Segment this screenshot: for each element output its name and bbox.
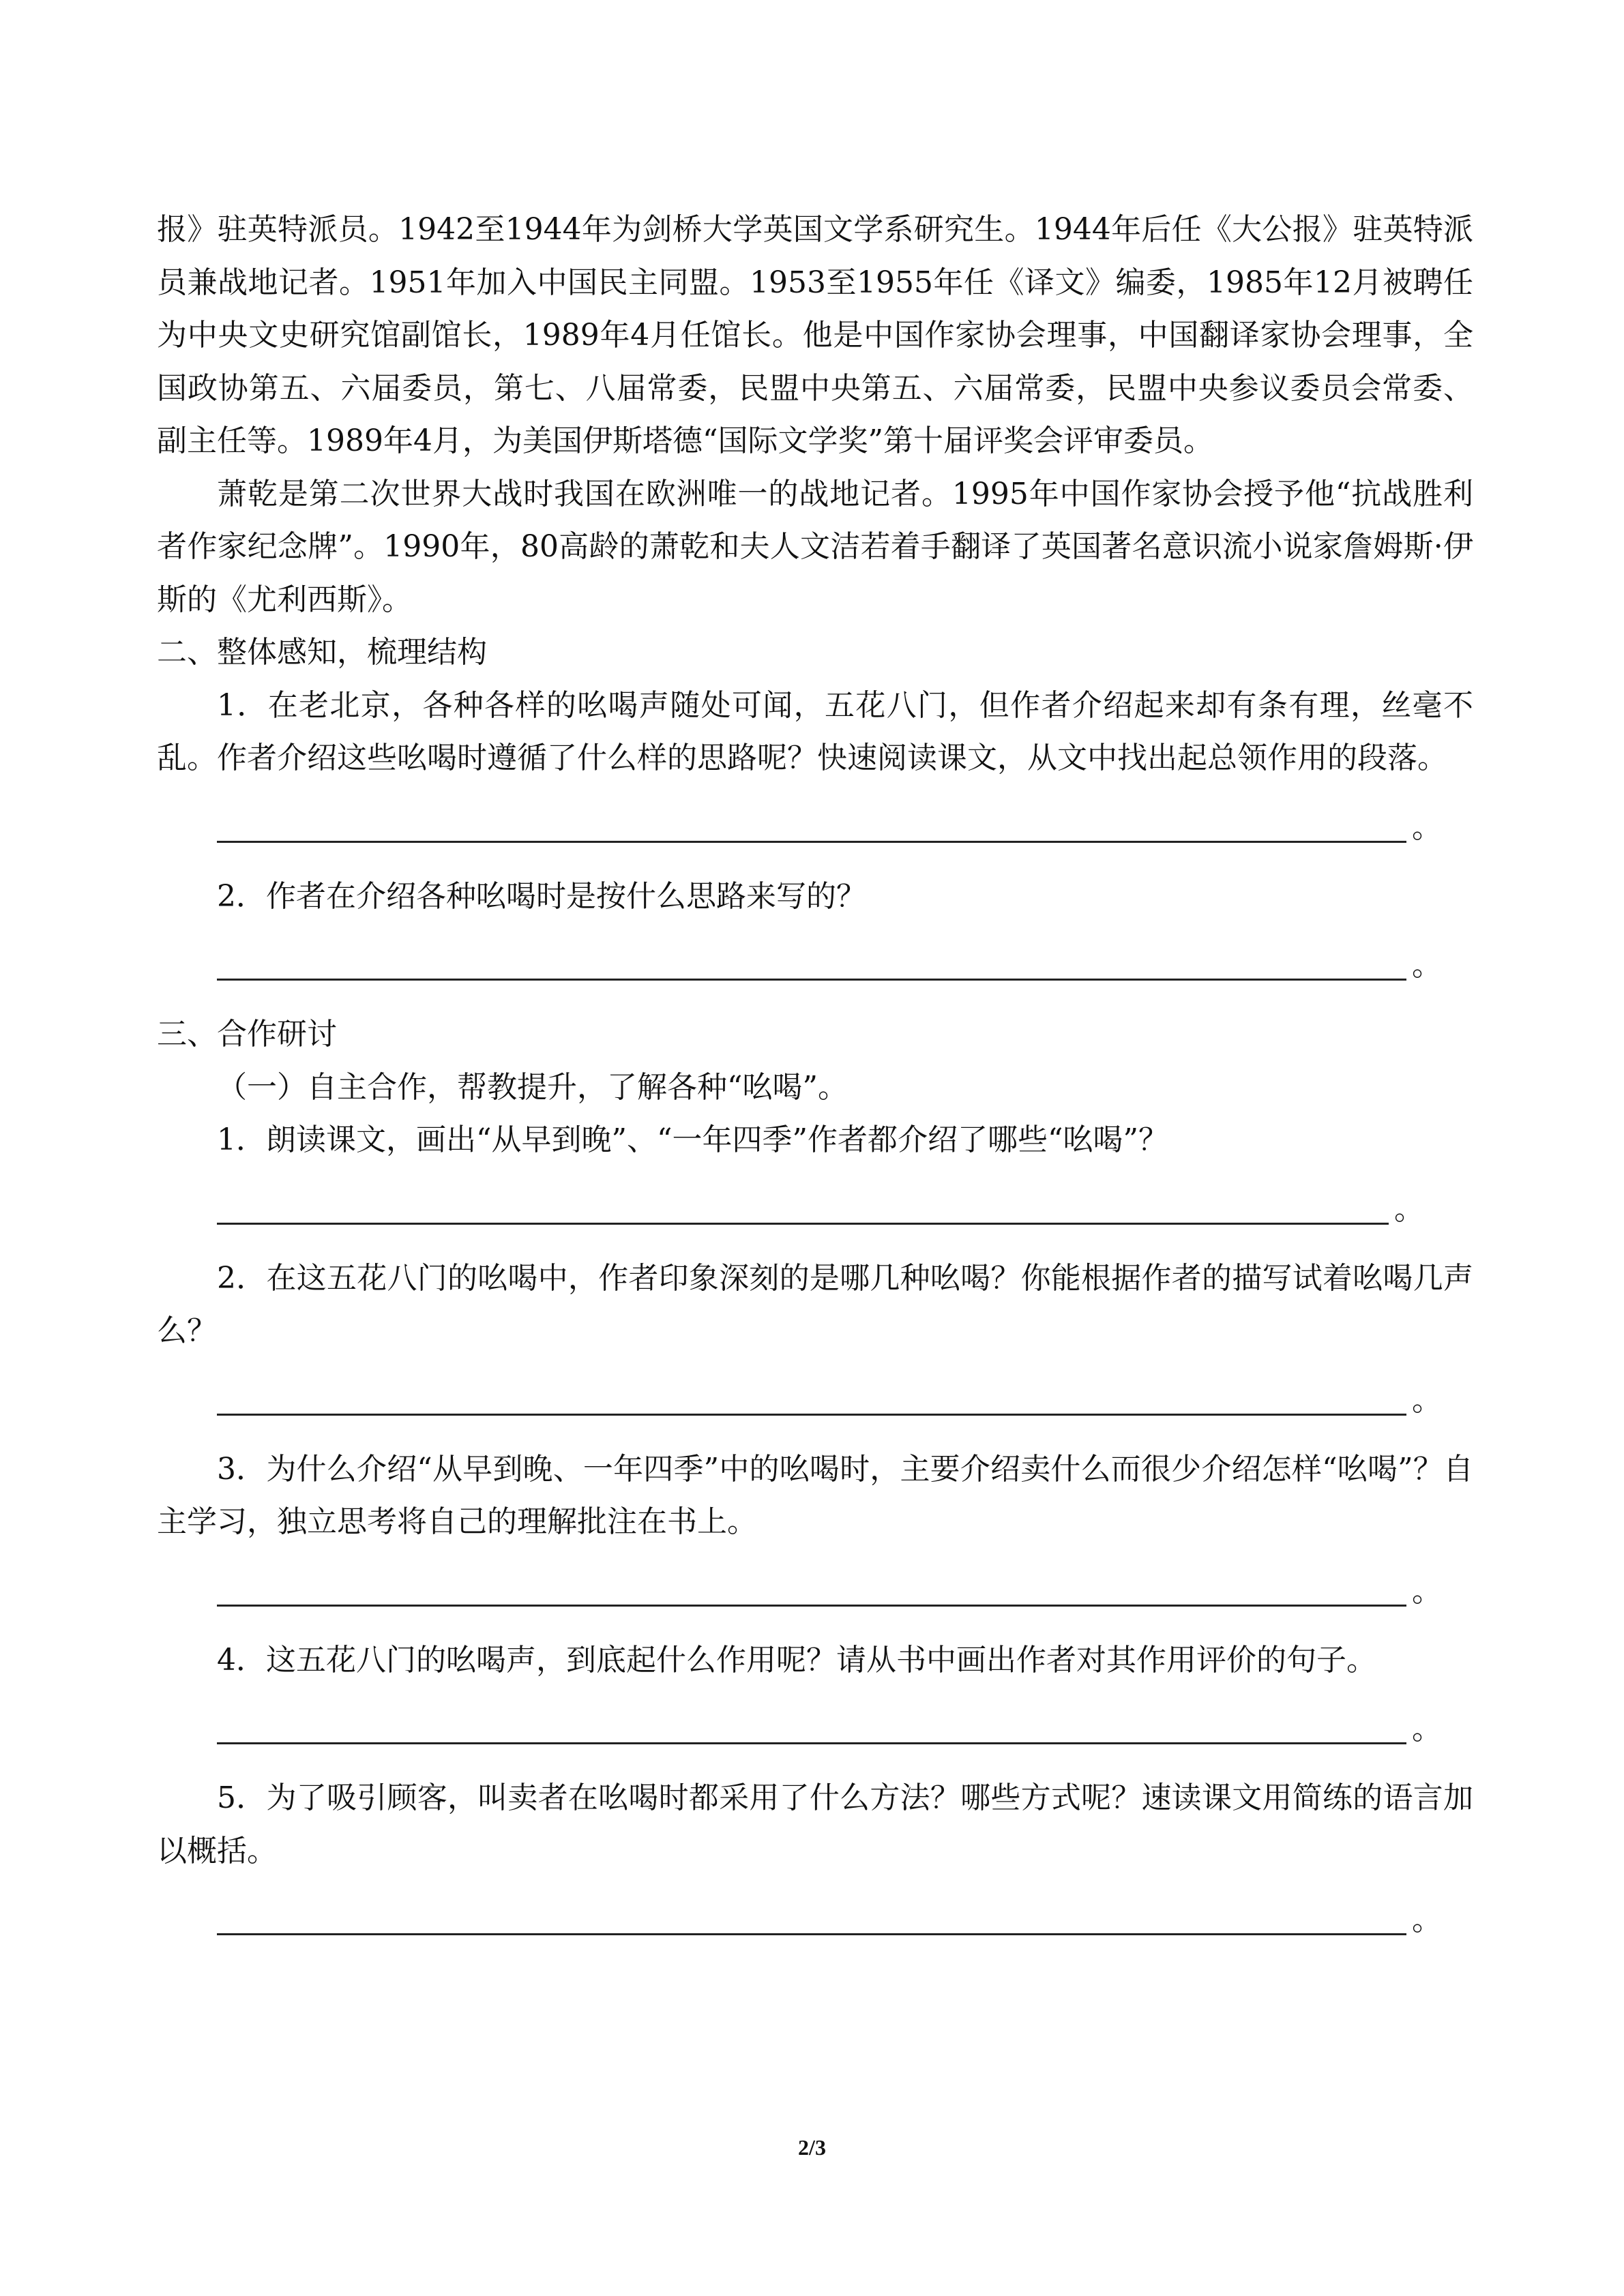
page-content bbox=[157, 203, 1473, 1963]
section-3-question-3: 3．为什么介绍“从早到晚、一年四季”中的吆喝时，主要介绍卖什么而很少介绍怎样“吆喝”？自主学习，独立思考将自己的理解批注在书上。 bbox=[157, 1451, 1473, 1539]
section-3-subheading: （一）自主合作，帮教提升，了解各种“吆喝”。 bbox=[217, 1069, 848, 1105]
section-3-heading: 三、合作研讨 bbox=[157, 1017, 337, 1052]
section-2-question-1: 1．在老北京，各种各样的吆喝声随处可闻，五花八门，但作者介绍起来却有条有理，丝毫不乱。作者介绍这些吆喝时遵循了什么样的思路呢？快速阅读课文，从文中找出起总领作用的段落。 bbox=[157, 687, 1473, 775]
answer-line bbox=[217, 1605, 1406, 1607]
answer-period: 。 bbox=[1412, 1382, 1442, 1418]
answer-field-s3-q3[interactable] bbox=[157, 1562, 1473, 1615]
answer-period: 。 bbox=[1394, 1191, 1424, 1227]
answer-line bbox=[217, 1933, 1406, 1935]
answer-period: 。 bbox=[1412, 1573, 1442, 1609]
answer-line bbox=[217, 1742, 1406, 1744]
answer-field-s3-q5[interactable] bbox=[157, 1891, 1473, 1943]
answer-field-s3-q1[interactable] bbox=[157, 1180, 1473, 1233]
section-2-question-2: 2．作者在介绍各种吆喝时是按什么思路来写的？ bbox=[217, 878, 866, 914]
page-number: 2/3 bbox=[798, 2135, 826, 2160]
answer-period: 。 bbox=[1412, 948, 1442, 983]
bio-paragraph-2: 萧乾是第二次世界大战时我国在欧洲唯一的战地记者。1995年中国作家协会授予他“抗战胜利者作家纪念牌”。1990年，80高龄的萧乾和夫人文洁若着手翻译了英国著名意识流小说家詹姆斯·伊斯的《尤利西斯》。 bbox=[157, 476, 1473, 617]
answer-line bbox=[217, 1414, 1406, 1416]
answer-line bbox=[217, 1223, 1389, 1225]
section-2-heading: 二、整体感知，梳理结构 bbox=[157, 635, 487, 670]
answer-field-s3-q2[interactable] bbox=[157, 1371, 1473, 1424]
answer-period: 。 bbox=[1412, 1712, 1442, 1746]
answer-line bbox=[217, 979, 1406, 981]
answer-period: 。 bbox=[1412, 809, 1442, 845]
answer-field-s2-q1[interactable] bbox=[157, 799, 1473, 851]
bio-paragraph-1: 报》驻英特派员。1942至1944年为剑桥大学英国文学系研究生。1944年后任《大公报》驻英特派员兼战地记者。1951年加入中国民主同盟。1953至1955年任《译文》编委，1985年12月被聘任为中央文史研究馆副馆长，1989年4月任馆长。他是中国作家协会理事，中国翻译家协会理事，全国政协第五、六届委员，第七、八届常委，民盟中央第五、六届常委，民盟中央参议委员会常委、副主任等。1989年4月，为美国伊斯塔德“国际文学奖”第十届评奖会评审委员。 bbox=[157, 212, 1473, 458]
answer-field-s3-q4[interactable] bbox=[157, 1700, 1473, 1753]
section-3-question-5: 5．为了吸引顾客，叫卖者在吆喝时都采用了什么方法？哪些方式呢？速读课文用简练的语言加以概括。 bbox=[157, 1780, 1473, 1868]
section-3-question-1: 1．朗读课文，画出“从早到晚”、“一年四季”作者都介绍了哪些“吆喝”？ bbox=[217, 1122, 1168, 1157]
answer-period: 。 bbox=[1412, 1903, 1442, 1937]
answer-line bbox=[217, 841, 1406, 843]
section-3-question-4: 4．这五花八门的吆喝声，到底起什么作用呢？请从书中画出作者对其作用评价的句子。 bbox=[217, 1642, 1376, 1678]
answer-field-s2-q2[interactable] bbox=[157, 936, 1473, 989]
section-3-question-2: 2．在这五花八门的吆喝中，作者印象深刻的是哪几种吆喝？你能根据作者的描写试着吆喝几声么？ bbox=[157, 1260, 1473, 1348]
